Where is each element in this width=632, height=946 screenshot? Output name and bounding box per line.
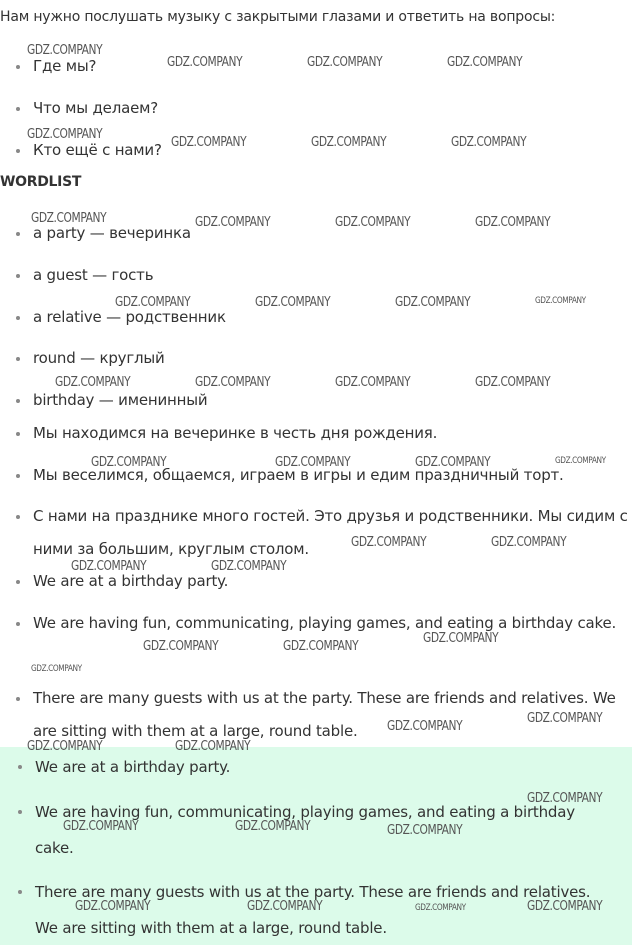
watermark: GDZ.COMPANY [555, 456, 606, 466]
watermark: GDZ.COMPANY [475, 215, 551, 230]
answer-panel [0, 747, 632, 945]
final-answer-item: There are many guests with us at the party. These are friends and relatives. We are sitting with them at a large, round table. [35, 874, 610, 946]
wordlist-item: round — круглый [33, 342, 631, 375]
wordlist-item: a party — вечеринка [33, 217, 631, 250]
question-item: Кто ещё с нами? [33, 134, 631, 167]
watermark: GDZ.COMPANY [75, 899, 151, 914]
watermark: GDZ.COMPANY [415, 903, 466, 913]
watermark: GDZ.COMPANY [527, 899, 603, 914]
english-answer-item: We are at a birthday party. [33, 565, 631, 598]
watermark: GDZ.COMPANY [335, 215, 411, 230]
watermark: GDZ.COMPANY [235, 819, 311, 834]
watermark: GDZ.COMPANY [115, 295, 191, 310]
wordlist-item: birthday — именинный [33, 384, 631, 417]
watermark: GDZ.COMPANY [71, 559, 147, 574]
watermark: GDZ.COMPANY [31, 211, 107, 226]
russian-answer-item: Мы веселимся, общаемся, играем в игры и едим праздничный торт. [33, 459, 631, 492]
watermark: GDZ.COMPANY [415, 455, 491, 470]
watermark: GDZ.COMPANY [275, 455, 351, 470]
watermark: GDZ.COMPANY [527, 791, 603, 806]
english-answer-item: There are many guests with us at the party. These are friends and relatives. We are sitting with them at a large, round table. [33, 682, 631, 748]
watermark: GDZ.COMPANY [27, 739, 103, 754]
wordlist-item: a relative — родственник [33, 301, 631, 334]
question-item: Что мы делаем? [33, 92, 631, 125]
watermark: GDZ.COMPANY [195, 215, 271, 230]
watermark: GDZ.COMPANY [27, 127, 103, 142]
watermark: GDZ.COMPANY [211, 559, 287, 574]
watermark: GDZ.COMPANY [283, 639, 359, 654]
watermark: GDZ.COMPANY [63, 819, 139, 834]
watermark: GDZ.COMPANY [91, 455, 167, 470]
russian-answer-item: Мы находимся на вечеринке в честь дня рождения. [33, 417, 631, 450]
watermark: GDZ.COMPANY [311, 135, 387, 150]
watermark: GDZ.COMPANY [491, 535, 567, 550]
watermark: GDZ.COMPANY [143, 639, 219, 654]
watermark: GDZ.COMPANY [307, 55, 383, 70]
watermark: GDZ.COMPANY [387, 719, 463, 734]
watermark: GDZ.COMPANY [171, 135, 247, 150]
watermark: GDZ.COMPANY [175, 739, 251, 754]
watermark: GDZ.COMPANY [167, 55, 243, 70]
watermark: GDZ.COMPANY [447, 55, 523, 70]
watermark: GDZ.COMPANY [387, 823, 463, 838]
watermark: GDZ.COMPANY [351, 535, 427, 550]
watermark: GDZ.COMPANY [423, 631, 499, 646]
intro-text: Нам нужно послушать музыку с закрытыми глазами и ответить на вопросы: [0, 9, 556, 25]
watermark: GDZ.COMPANY [451, 135, 527, 150]
watermark: GDZ.COMPANY [27, 43, 103, 58]
watermark: GDZ.COMPANY [31, 664, 82, 674]
russian-answer-item: С нами на празднике много гостей. Это друзья и родственники. Мы сидим с ними за большим, круглым столом. [33, 500, 631, 566]
wordlist-heading: WORDLIST [0, 174, 82, 190]
watermark: GDZ.COMPANY [195, 375, 271, 390]
watermark: GDZ.COMPANY [55, 375, 131, 390]
watermark: GDZ.COMPANY [535, 296, 586, 306]
wordlist-item: a guest — гость [33, 259, 631, 292]
question-item: Где мы? [33, 50, 631, 83]
watermark: GDZ.COMPANY [335, 375, 411, 390]
english-answer-item: We are having fun, communicating, playing games, and eating a birthday cake. [33, 607, 631, 640]
watermark: GDZ.COMPANY [247, 899, 323, 914]
watermark: GDZ.COMPANY [527, 711, 603, 726]
final-answer-item: We are at a birthday party. [35, 749, 610, 785]
watermark: GDZ.COMPANY [395, 295, 471, 310]
watermark: GDZ.COMPANY [475, 375, 551, 390]
final-answer-item: We are having fun, communicating, playing games, and eating a birthday cake. [35, 794, 610, 866]
watermark: GDZ.COMPANY [255, 295, 331, 310]
